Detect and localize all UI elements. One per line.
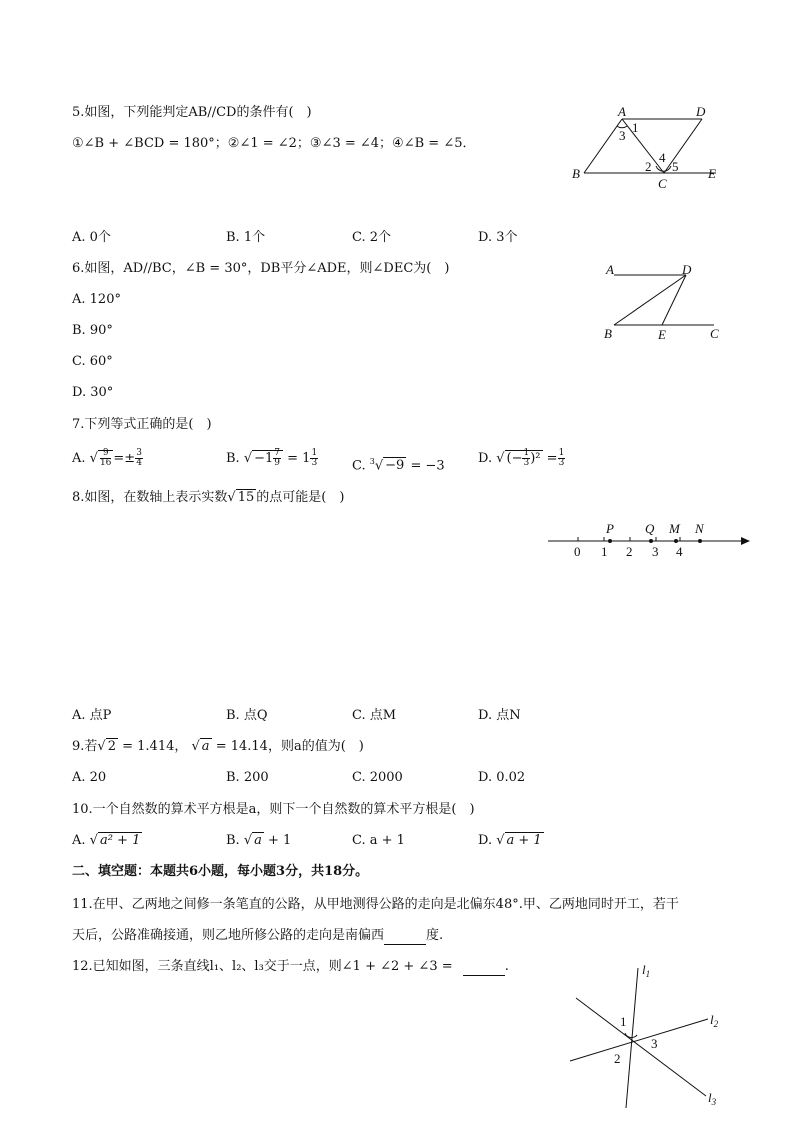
q10-option-c[interactable]: C. a + 1 [352, 833, 405, 848]
q5-option-b[interactable]: B. 1个 [226, 230, 266, 245]
q8-tick-3: 3 [652, 544, 659, 559]
q8-tick-2: 2 [626, 544, 633, 559]
q9-option-c[interactable]: C. 2000 [352, 770, 403, 785]
q8-point-m: M [669, 521, 680, 536]
q11-line1: 11.在甲、乙两地之间修一条笔直的公路，从甲地测得公路的走向是北偏东48°.甲、乙两地同时开工，若干 [72, 897, 679, 912]
q5-label-a: A [618, 104, 626, 119]
q6-label-b: B [604, 326, 612, 341]
q6-stem: 6.如图，AD//BC，∠B = 30°，DB平分∠ADE，则∠DEC为( ) [72, 261, 450, 276]
q5-stem: 5.如图，下列能判定AB//CD的条件有( ) [72, 105, 312, 120]
q12-label-l2: $l_2$ [710, 1012, 719, 1029]
q12-figure [560, 958, 730, 1108]
q8-option-d[interactable]: D. 点N [478, 708, 521, 723]
q11-answer-blank[interactable] [384, 932, 426, 945]
q5-figure [566, 100, 726, 195]
q7-option-c[interactable]: C. $^3$√ −9 = −3 [352, 457, 445, 474]
q6-label-a: A [606, 262, 614, 277]
q12-label-1: 1 [620, 1014, 627, 1029]
q9-stem: 9.若√ 2 = 1.414， √ a = 14.14，则a的值为( ) [72, 739, 364, 754]
q5-label-b: B [572, 166, 580, 181]
q8-option-b[interactable]: B. 点Q [226, 708, 268, 723]
q7-option-d[interactable]: D. √ (− $\frac{1}{3}$ )² = $\frac{1}{3}$ [478, 448, 565, 468]
q6-label-e: E [658, 327, 666, 342]
q12-label-l1: $l_1$ [642, 962, 651, 979]
q6-option-a[interactable]: A. 120° [72, 292, 121, 307]
q6-option-c[interactable]: C. 60° [72, 354, 113, 369]
q6-figure [600, 260, 725, 345]
q6-label-d: D [682, 262, 692, 277]
q5-label-d: D [696, 104, 706, 119]
q5-option-d[interactable]: D. 3个 [478, 230, 518, 245]
q12-label-3: 3 [651, 1036, 658, 1051]
q12-label-2: 2 [614, 1051, 621, 1066]
q10-option-d[interactable]: D. √ a + 1 [478, 833, 542, 848]
q5-label-3: 3 [619, 128, 626, 143]
q6-label-c: C [710, 326, 719, 341]
q5-label-5: 5 [672, 159, 679, 174]
q12-stem: 12.已知如图，三条直线l₁、l₂、l₃交于一点，则∠1 + ∠2 + ∠3 = . [72, 959, 509, 974]
q10-stem: 10.一个自然数的算术平方根是a，则下一个自然数的算术平方根是( ) [72, 802, 475, 817]
q8-point-q: Q [645, 521, 655, 536]
q8-option-a[interactable]: A. 点P [72, 708, 112, 723]
q5-option-a[interactable]: A. 0个 [72, 230, 111, 245]
q8-point-n: N [695, 521, 704, 536]
q8-option-c[interactable]: C. 点M [352, 708, 397, 723]
q5-label-1: 1 [632, 120, 639, 135]
q8-tick-0: 0 [574, 544, 581, 559]
q5-label-c: C [658, 176, 667, 191]
q6-option-b[interactable]: B. 90° [72, 323, 113, 338]
q11-line2: 天后，公路准确接通，则乙地所修公路的走向是南偏西 度. [72, 928, 444, 943]
q9-option-b[interactable]: B. 200 [226, 770, 269, 785]
q7-option-a[interactable]: A. √ $\frac{9}{16}$ =± $\frac{3}{4}$ [72, 448, 142, 468]
q8-number-line [540, 516, 755, 562]
q5-conditions: ①∠B + ∠BCD = 180°；②∠1 = ∠2；③∠3 = ∠4；④∠B = ∠5． [72, 136, 476, 151]
q8-point-p: P [606, 521, 614, 536]
q8-stem: 8.如图，在数轴上表示实数√ 15 的点可能是( ) [72, 490, 345, 505]
q5-label-2: 2 [645, 159, 652, 174]
q5-label-e: E [708, 166, 716, 181]
q5-label-4: 4 [659, 150, 666, 165]
q12-label-l3: $l_3$ [708, 1090, 717, 1107]
q8-tick-4: 4 [676, 544, 683, 559]
q12-answer-blank[interactable] [463, 963, 505, 976]
q5-option-c[interactable]: C. 2个 [352, 230, 392, 245]
q10-option-a[interactable]: A. √ a² + 1 [72, 833, 141, 848]
section2-title: 二、填空题：本题共6小题，每小题3分，共18分。 [72, 864, 369, 879]
q8-tick-1: 1 [601, 544, 608, 559]
q7-option-b[interactable]: B. √ −1 $\frac{7}{9}$ = 1 $\frac{1}{3}$ [226, 448, 318, 468]
q9-option-a[interactable]: A. 20 [72, 770, 107, 785]
q7-stem: 7.下列等式正确的是( ) [72, 417, 212, 432]
q9-option-d[interactable]: D. 0.02 [478, 770, 526, 785]
q10-option-b[interactable]: B. √ a + 1 [226, 833, 292, 848]
q6-option-d[interactable]: D. 30° [72, 385, 114, 400]
